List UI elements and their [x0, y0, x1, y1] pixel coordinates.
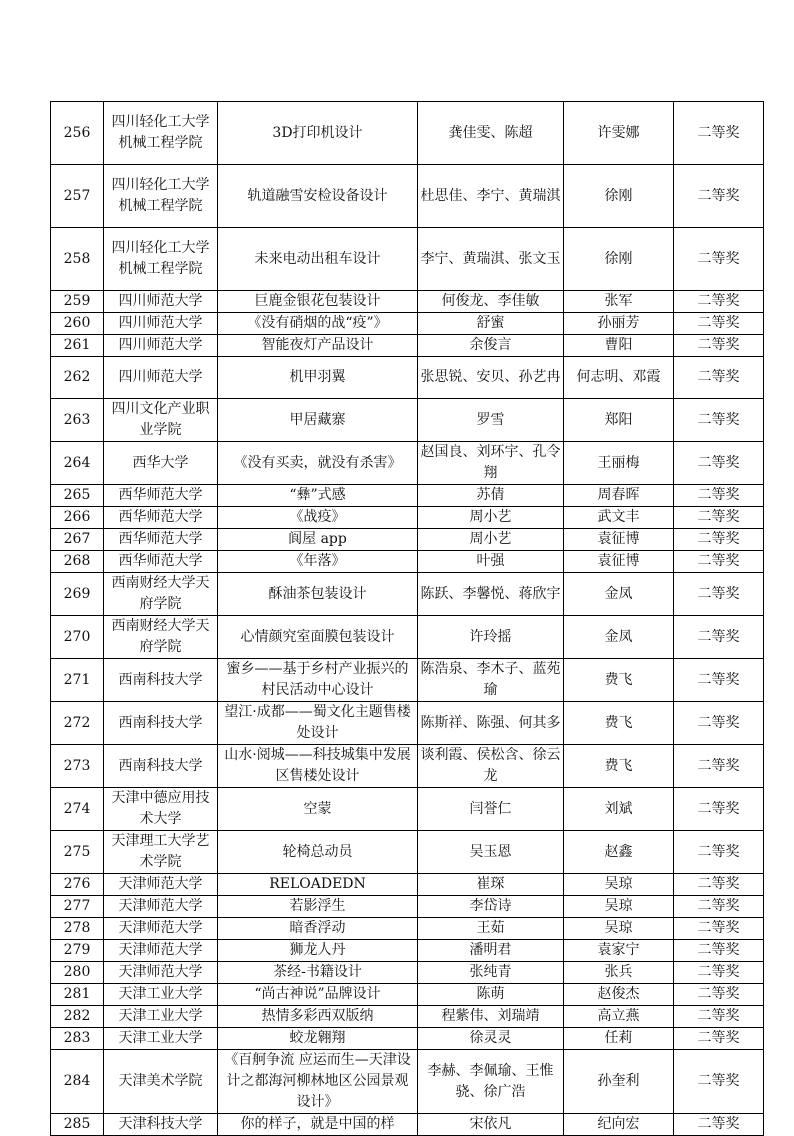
- table-row: [51, 485, 764, 507]
- work-title-cell: 空蒙: [218, 788, 418, 831]
- award-cell: 二等奖: [674, 102, 764, 165]
- work-title-cell: 望江·成都——蜀文化主题售楼处设计: [218, 702, 418, 745]
- row-number-cell: 265: [51, 485, 104, 507]
- award-cell: 二等奖: [674, 529, 764, 551]
- school-cell: 天津工业大学: [104, 1006, 218, 1028]
- work-title-cell: 心情颜究室面膜包装设计: [218, 616, 418, 659]
- row-number-cell: 284: [51, 1050, 104, 1114]
- work-title-cell: 未来电动出租车设计: [218, 228, 418, 291]
- authors-cell: 张纯青: [418, 962, 564, 984]
- row-number-cell: 285: [51, 1114, 104, 1136]
- award-cell: 二等奖: [674, 896, 764, 918]
- row-number-cell: 256: [51, 102, 104, 165]
- school-cell: 天津美术学院: [104, 1050, 218, 1114]
- authors-cell: 陈浩泉、李木子、蓝苑瑜: [418, 659, 564, 702]
- table-row: [51, 442, 764, 485]
- table-row: [51, 984, 764, 1006]
- award-cell: 二等奖: [674, 485, 764, 507]
- award-cell: 二等奖: [674, 442, 764, 485]
- work-title-cell: 你的样子，就是中国的样: [218, 1114, 418, 1136]
- teacher-cell: 赵俊杰: [564, 984, 674, 1006]
- table-row: [51, 831, 764, 874]
- table-row: [51, 507, 764, 529]
- authors-cell: 杜思佳、李宁、黄瑞淇: [418, 165, 564, 228]
- authors-cell: 宋依凡: [418, 1114, 564, 1136]
- table-row: [51, 228, 764, 291]
- school-cell: 西南科技大学: [104, 745, 218, 788]
- school-cell: 四川师范大学: [104, 313, 218, 335]
- teacher-cell: 费飞: [564, 659, 674, 702]
- school-cell: 西南科技大学: [104, 659, 218, 702]
- row-number-cell: 274: [51, 788, 104, 831]
- authors-cell: 龚佳雯、陈超: [418, 102, 564, 165]
- award-cell: 二等奖: [674, 1006, 764, 1028]
- row-number-cell: 270: [51, 616, 104, 659]
- teacher-cell: 王丽梅: [564, 442, 674, 485]
- school-cell: 四川师范大学: [104, 335, 218, 357]
- teacher-cell: 曹阳: [564, 335, 674, 357]
- table-row: [51, 896, 764, 918]
- teacher-cell: 赵鑫: [564, 831, 674, 874]
- row-number-cell: 282: [51, 1006, 104, 1028]
- table-row: [51, 529, 764, 551]
- authors-cell: 陈斯祥、陈强、何其多: [418, 702, 564, 745]
- work-title-cell: “彝”式感: [218, 485, 418, 507]
- row-number-cell: 269: [51, 573, 104, 616]
- work-title-cell: 机甲羽翼: [218, 357, 418, 399]
- award-cell: 二等奖: [674, 228, 764, 291]
- award-cell: 二等奖: [674, 1028, 764, 1050]
- authors-cell: 闫誉仁: [418, 788, 564, 831]
- row-number-cell: 257: [51, 165, 104, 228]
- school-cell: 天津师范大学: [104, 918, 218, 940]
- award-cell: 二等奖: [674, 1050, 764, 1114]
- work-title-cell: 《战疫》: [218, 507, 418, 529]
- row-number-cell: 279: [51, 940, 104, 962]
- work-title-cell: 茶经-书籍设计: [218, 962, 418, 984]
- award-cell: 二等奖: [674, 788, 764, 831]
- teacher-cell: 费飞: [564, 702, 674, 745]
- work-title-cell: “尚古神说”品牌设计: [218, 984, 418, 1006]
- table-row: [51, 335, 764, 357]
- award-cell: 二等奖: [674, 399, 764, 442]
- award-cell: 二等奖: [674, 984, 764, 1006]
- authors-cell: 罗雪: [418, 399, 564, 442]
- teacher-cell: 徐刚: [564, 165, 674, 228]
- teacher-cell: 纪向宏: [564, 1114, 674, 1136]
- authors-cell: 程紫伟、刘瑞靖: [418, 1006, 564, 1028]
- school-cell: 西华师范大学: [104, 485, 218, 507]
- teacher-cell: 张军: [564, 291, 674, 313]
- school-cell: 西南财经大学天府学院: [104, 573, 218, 616]
- school-cell: 天津师范大学: [104, 962, 218, 984]
- school-cell: 天津科技大学: [104, 1114, 218, 1136]
- row-number-cell: 275: [51, 831, 104, 874]
- work-title-cell: 轨道融雪安检设备设计: [218, 165, 418, 228]
- authors-cell: 舒蜜: [418, 313, 564, 335]
- table-row: [51, 616, 764, 659]
- school-cell: 西南财经大学天府学院: [104, 616, 218, 659]
- award-cell: 二等奖: [674, 291, 764, 313]
- teacher-cell: 徐刚: [564, 228, 674, 291]
- awards-table-body: [51, 102, 764, 1136]
- work-title-cell: 《没有硝烟的战“疫”》: [218, 313, 418, 335]
- table-row: [51, 659, 764, 702]
- award-cell: 二等奖: [674, 874, 764, 896]
- table-row: [51, 551, 764, 573]
- table-row: [51, 918, 764, 940]
- authors-cell: 张思锐、安贝、孙艺冉: [418, 357, 564, 399]
- table-row: [51, 745, 764, 788]
- table-row: [51, 1114, 764, 1136]
- row-number-cell: 272: [51, 702, 104, 745]
- authors-cell: 周小艺: [418, 507, 564, 529]
- authors-cell: 周小艺: [418, 529, 564, 551]
- table-row: [51, 102, 764, 165]
- school-cell: 天津工业大学: [104, 1028, 218, 1050]
- school-cell: 西南科技大学: [104, 702, 218, 745]
- table-row: [51, 788, 764, 831]
- authors-cell: 陈萌: [418, 984, 564, 1006]
- authors-cell: 李宁、黄瑞淇、张文玉: [418, 228, 564, 291]
- award-cell: 二等奖: [674, 507, 764, 529]
- award-cell: 二等奖: [674, 1114, 764, 1136]
- row-number-cell: 262: [51, 357, 104, 399]
- row-number-cell: 276: [51, 874, 104, 896]
- teacher-cell: 孙丽芳: [564, 313, 674, 335]
- work-title-cell: 若影浮生: [218, 896, 418, 918]
- authors-cell: 崔琛: [418, 874, 564, 896]
- award-cell: 二等奖: [674, 918, 764, 940]
- school-cell: 四川文化产业职业学院: [104, 399, 218, 442]
- school-cell: 四川轻化工大学机械工程学院: [104, 102, 218, 165]
- school-cell: 西华师范大学: [104, 551, 218, 573]
- award-cell: 二等奖: [674, 745, 764, 788]
- teacher-cell: 金凤: [564, 573, 674, 616]
- teacher-cell: 武文丰: [564, 507, 674, 529]
- teacher-cell: 金凤: [564, 616, 674, 659]
- work-title-cell: 《百舸争流 应运而生—天津设计之都海河柳林地区公园景观设计》: [218, 1050, 418, 1114]
- authors-cell: 吴玉恩: [418, 831, 564, 874]
- row-number-cell: 264: [51, 442, 104, 485]
- award-cell: 二等奖: [674, 831, 764, 874]
- award-cell: 二等奖: [674, 313, 764, 335]
- award-cell: 二等奖: [674, 573, 764, 616]
- table-row: [51, 940, 764, 962]
- work-title-cell: 《年落》: [218, 551, 418, 573]
- work-title-cell: 暗香浮动: [218, 918, 418, 940]
- school-cell: 天津工业大学: [104, 984, 218, 1006]
- row-number-cell: 263: [51, 399, 104, 442]
- work-title-cell: 狮龙人丹: [218, 940, 418, 962]
- row-number-cell: 267: [51, 529, 104, 551]
- authors-cell: 余俊言: [418, 335, 564, 357]
- table-row: [51, 573, 764, 616]
- work-title-cell: 3D打印机设计: [218, 102, 418, 165]
- teacher-cell: 许雯娜: [564, 102, 674, 165]
- teacher-cell: 周春晖: [564, 485, 674, 507]
- table-row: [51, 702, 764, 745]
- authors-cell: 徐灵灵: [418, 1028, 564, 1050]
- teacher-cell: 吴琼: [564, 918, 674, 940]
- table-row: [51, 962, 764, 984]
- row-number-cell: 273: [51, 745, 104, 788]
- teacher-cell: 何志明、邓霞: [564, 357, 674, 399]
- school-cell: 四川轻化工大学机械工程学院: [104, 165, 218, 228]
- teacher-cell: 袁家宁: [564, 940, 674, 962]
- school-cell: 四川师范大学: [104, 291, 218, 313]
- row-number-cell: 261: [51, 335, 104, 357]
- award-cell: 二等奖: [674, 962, 764, 984]
- teacher-cell: 任莉: [564, 1028, 674, 1050]
- table-row: [51, 357, 764, 399]
- work-title-cell: 《没有买卖，就没有杀害》: [218, 442, 418, 485]
- row-number-cell: 259: [51, 291, 104, 313]
- school-cell: 西华师范大学: [104, 507, 218, 529]
- table-row: [51, 1028, 764, 1050]
- teacher-cell: 吴琼: [564, 896, 674, 918]
- teacher-cell: 费飞: [564, 745, 674, 788]
- award-cell: 二等奖: [674, 165, 764, 228]
- award-cell: 二等奖: [674, 940, 764, 962]
- school-cell: 西华大学: [104, 442, 218, 485]
- table-row: [51, 165, 764, 228]
- authors-cell: 李岱诗: [418, 896, 564, 918]
- award-cell: 二等奖: [674, 702, 764, 745]
- row-number-cell: 278: [51, 918, 104, 940]
- row-number-cell: 266: [51, 507, 104, 529]
- table-row: [51, 399, 764, 442]
- authors-cell: 王茹: [418, 918, 564, 940]
- teacher-cell: 袁征博: [564, 529, 674, 551]
- table-row: [51, 291, 764, 313]
- teacher-cell: 吴琼: [564, 874, 674, 896]
- teacher-cell: 郑阳: [564, 399, 674, 442]
- authors-cell: 许玲摇: [418, 616, 564, 659]
- table-row: [51, 874, 764, 896]
- authors-cell: 陈跃、李馨悦、蒋欣宇: [418, 573, 564, 616]
- row-number-cell: 280: [51, 962, 104, 984]
- work-title-cell: RELOADEDN: [218, 874, 418, 896]
- school-cell: 天津中德应用技术大学: [104, 788, 218, 831]
- work-title-cell: 蛟龙翱翔: [218, 1028, 418, 1050]
- work-title-cell: 巨鹿金银花包装设计: [218, 291, 418, 313]
- row-number-cell: 258: [51, 228, 104, 291]
- work-title-cell: 山水·阅城——科技城集中发展区售楼处设计: [218, 745, 418, 788]
- authors-cell: 潘明君: [418, 940, 564, 962]
- award-cell: 二等奖: [674, 551, 764, 573]
- award-cell: 二等奖: [674, 616, 764, 659]
- teacher-cell: 刘斌: [564, 788, 674, 831]
- authors-cell: 叶强: [418, 551, 564, 573]
- teacher-cell: 孙奎利: [564, 1050, 674, 1114]
- row-number-cell: 281: [51, 984, 104, 1006]
- school-cell: 四川轻化工大学机械工程学院: [104, 228, 218, 291]
- school-cell: 四川师范大学: [104, 357, 218, 399]
- teacher-cell: 高立燕: [564, 1006, 674, 1028]
- work-title-cell: 轮椅总动员: [218, 831, 418, 874]
- authors-cell: 赵国良、刘环宇、孔令翔: [418, 442, 564, 485]
- authors-cell: 李赫、李佩瑜、王惟骁、徐广浩: [418, 1050, 564, 1114]
- table-row: [51, 1006, 764, 1028]
- award-cell: 二等奖: [674, 357, 764, 399]
- school-cell: 天津理工大学艺术学院: [104, 831, 218, 874]
- work-title-cell: 阆屋 app: [218, 529, 418, 551]
- work-title-cell: 甲居藏寨: [218, 399, 418, 442]
- award-cell: 二等奖: [674, 659, 764, 702]
- school-cell: 西华师范大学: [104, 529, 218, 551]
- work-title-cell: 蜜乡——基于乡村产业振兴的村民活动中心设计: [218, 659, 418, 702]
- table-row: [51, 1050, 764, 1114]
- work-title-cell: 酥油茶包装设计: [218, 573, 418, 616]
- work-title-cell: 智能夜灯产品设计: [218, 335, 418, 357]
- school-cell: 天津师范大学: [104, 896, 218, 918]
- school-cell: 天津师范大学: [104, 874, 218, 896]
- teacher-cell: 袁征博: [564, 551, 674, 573]
- authors-cell: 苏倩: [418, 485, 564, 507]
- row-number-cell: 277: [51, 896, 104, 918]
- school-cell: 天津师范大学: [104, 940, 218, 962]
- work-title-cell: 热情多彩西双版纳: [218, 1006, 418, 1028]
- teacher-cell: 张兵: [564, 962, 674, 984]
- authors-cell: 何俊龙、李佳敏: [418, 291, 564, 313]
- row-number-cell: 260: [51, 313, 104, 335]
- authors-cell: 谈利霞、侯松含、徐云龙: [418, 745, 564, 788]
- row-number-cell: 283: [51, 1028, 104, 1050]
- row-number-cell: 271: [51, 659, 104, 702]
- row-number-cell: 268: [51, 551, 104, 573]
- award-cell: 二等奖: [674, 335, 764, 357]
- table-row: [51, 313, 764, 335]
- awards-table: [50, 101, 764, 1136]
